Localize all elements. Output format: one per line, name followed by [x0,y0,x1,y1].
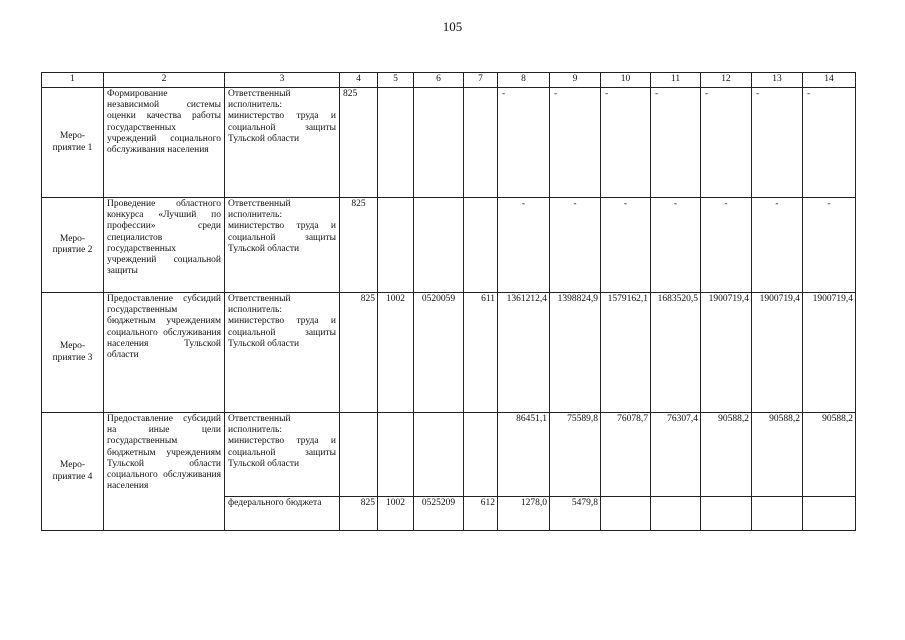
event-description: Формирование независимой системы оценки качества работы государственных учреждений социального обслуживания населения [104,88,225,198]
value-cell: - [701,88,752,198]
page-number: 105 [442,19,463,34]
event-executor: Ответственный исполнитель: министерство труда и социальной защиты Тульской области [225,198,340,293]
value-cell: 1900719,4 [701,293,752,413]
header-cell: 12 [701,73,752,88]
header-cell: 14 [803,73,856,88]
header-cell: 2 [104,73,225,88]
header-cell: 9 [550,73,601,88]
table-row [42,88,856,198]
value-cell: 1900719,4 [752,293,803,413]
value-cell: 1579162,1 [601,293,651,413]
value-cell: 75589,8 [550,413,601,497]
event-name: Меро- приятие 1 [42,88,104,198]
value-cell: 1278,0 [498,497,550,531]
value-cell: - [601,198,651,293]
header-cell: 8 [498,73,550,88]
header-cell: 11 [651,73,701,88]
value-cell [701,497,752,531]
value-cell [752,497,803,531]
value-cell: 76078,7 [601,413,651,497]
value-cell [601,497,651,531]
event-executor: Ответственный исполнитель: министерство труда и социальной защиты Тульской области [225,88,340,198]
value-cell: - [701,198,752,293]
value-cell: 90588,2 [701,413,752,497]
header-cell: 13 [752,73,803,88]
event-name: Меро- приятие 2 [42,198,104,293]
value-cell: - [752,88,803,198]
funding-source: федерального бюджета [225,497,340,531]
code-cell [464,198,498,293]
event-description: Предоставление субсидий на иные цели государственным бюджетным учреждениям Тульской области социального обслуживания населения [104,413,225,531]
code-cell: 825 [340,198,378,293]
header-cell: 3 [225,73,340,88]
code-cell: 611 [464,293,498,413]
code-cell: 612 [464,497,498,531]
value-cell: 1900719,4 [803,293,856,413]
value-cell: - [651,88,701,198]
code-cell: 825 [340,497,378,531]
header-cell: 1 [42,73,104,88]
event-executor: Ответственный исполнитель: министерство труда и социальной защиты Тульской области [225,413,340,497]
value-cell: - [752,198,803,293]
event-name: Меро- приятие 4 [42,413,104,531]
value-cell: - [498,88,550,198]
value-cell [651,497,701,531]
table-row [42,413,856,497]
code-cell [378,88,414,198]
code-cell [378,413,414,497]
header-cell: 10 [601,73,651,88]
column-number-row [42,73,856,88]
value-cell: 90588,2 [803,413,856,497]
code-cell [378,198,414,293]
value-cell: 90588,2 [752,413,803,497]
value-cell: - [550,198,601,293]
table-row [42,293,856,413]
code-cell [414,88,464,198]
value-cell: 76307,4 [651,413,701,497]
header-cell: 5 [378,73,414,88]
header-cell: 6 [414,73,464,88]
event-description: Предоставление субсидий государственным бюджетным учреждениям социального обслуживания населения Тульской области [104,293,225,413]
value-cell: - [803,198,856,293]
value-cell: - [601,88,651,198]
event-executor: Ответственный исполнитель: министерство труда и социальной защиты Тульской области [225,293,340,413]
code-cell: 1002 [378,293,414,413]
value-cell: 1683520,5 [651,293,701,413]
code-cell: 0520059 [414,293,464,413]
event-description: Проведение областного конкурса «Лучший по профессии» среди специалистов государственных учреждений социальной защиты [104,198,225,293]
code-cell: 825 [340,293,378,413]
value-cell: 1361212,4 [498,293,550,413]
code-cell [464,413,498,497]
code-cell: 1002 [378,497,414,531]
program-events-table [41,72,856,531]
code-cell: 0525209 [414,497,464,531]
code-cell [414,198,464,293]
table-row [42,198,856,293]
event-name: Меро- приятие 3 [42,293,104,413]
value-cell: 1398824,9 [550,293,601,413]
value-cell: - [803,88,856,198]
value-cell: - [498,198,550,293]
value-cell [803,497,856,531]
value-cell: 86451,1 [498,413,550,497]
value-cell: - [550,88,601,198]
header-cell: 4 [340,73,378,88]
code-cell [414,413,464,497]
code-cell [340,413,378,497]
code-cell: 825 [340,88,378,198]
value-cell: 5479,8 [550,497,601,531]
code-cell [464,88,498,198]
header-cell: 7 [464,73,498,88]
value-cell: - [651,198,701,293]
